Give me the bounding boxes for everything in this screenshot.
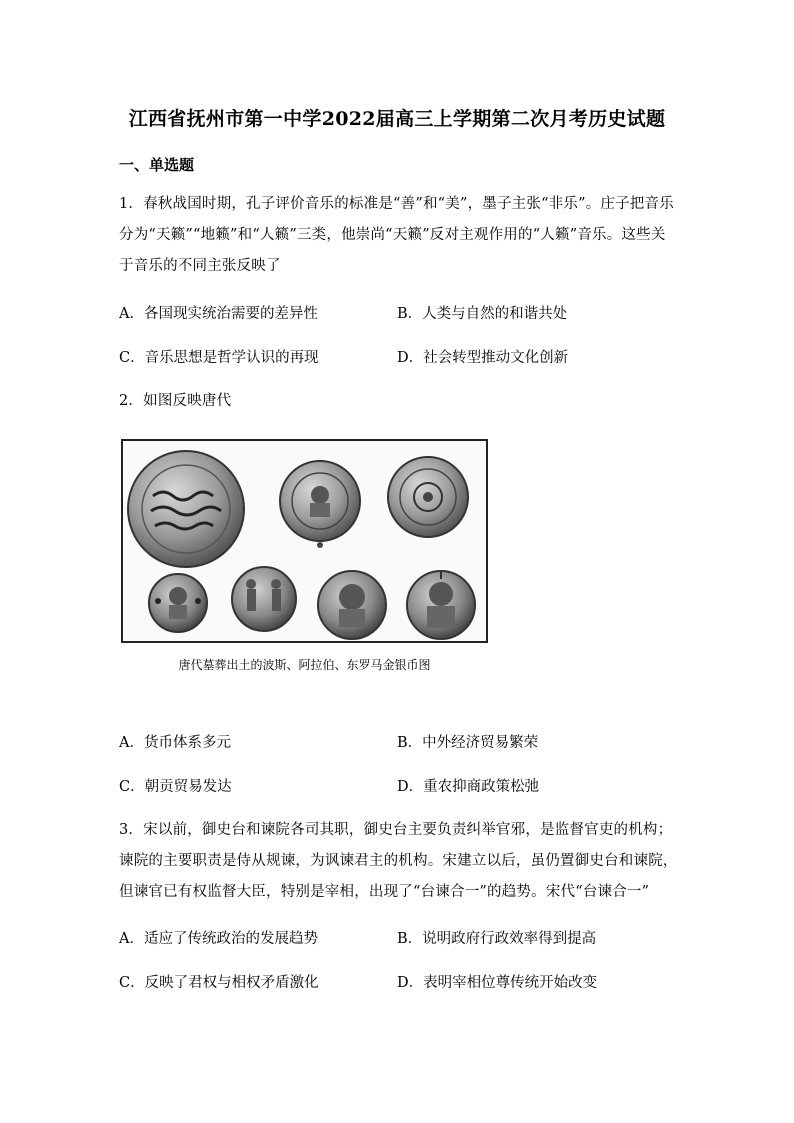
section-heading: 一、单选题 — [119, 156, 195, 174]
arabic-coin-icon — [128, 451, 244, 567]
question-2-option-d: D．重农抑商政策松弛 — [397, 779, 540, 795]
question-2-stem: 2．如图反映唐代 — [119, 393, 232, 409]
figure-caption: 唐代墓葬出土的波斯、阿拉伯、东罗马金银币图 — [178, 658, 431, 672]
coins-figure — [121, 439, 488, 643]
question-3-stem: 3．宋以前，御史台和谏院各司其职，御史台主要负责纠举官邪，是监督官吏的机构；谏院的主要职责是侍从规谏，为讽谏君主的机构。宋建立以后，虽仍置御史台和谏院，但谏官已有权监督大臣，特别是宰相，出现了“台谏合一”的趋势。宋代“台谏合一” — [119, 822, 678, 900]
question-2-option-b: B．中外经济贸易繁荣 — [397, 735, 539, 751]
question-1-option-c: C．音乐思想是哲学认识的再现 — [119, 350, 319, 366]
persian-coin-icon — [280, 461, 360, 548]
question-2-option-c: C．朝贡贸易发达 — [119, 779, 232, 795]
page-title: 江西省抚州市第一中学2022届高三上学期第二次月考历史试题 — [128, 108, 666, 130]
coins-illustration — [123, 441, 486, 641]
byzantine-coin-icon — [232, 567, 296, 631]
question-1-option-a: A．各国现实统治需要的差异性 — [119, 306, 318, 322]
question-3-option-d: D．表明宰相位尊传统开始改变 — [397, 975, 598, 991]
question-1-option-d: D．社会转型推动文化创新 — [397, 350, 569, 366]
question-1-stem: 1．春秋战国时期，孔子评价音乐的标准是“善”和“美”，墨子主张“非乐”。庄子把音乐分为“天籁”“地籁”和“人籁”三类，他崇尚“天籁”反对主观作用的“人籁”音乐。这些关于音乐的不同主张反映了 — [119, 196, 674, 274]
byzantine-coin-icon — [318, 571, 386, 639]
persian-coin-icon — [388, 457, 468, 537]
question-3-option-a: A．适应了传统政治的发展趋势 — [119, 931, 318, 947]
question-3-option-b: B．说明政府行政效率得到提高 — [397, 931, 597, 947]
question-2-option-a: A．货币体系多元 — [119, 735, 231, 751]
question-3-option-c: C．反映了君权与相权矛盾激化 — [119, 975, 319, 991]
byzantine-coin-icon — [149, 574, 207, 632]
question-1-option-b: B．人类与自然的和谐共处 — [397, 306, 568, 322]
byzantine-coin-icon — [407, 571, 475, 639]
